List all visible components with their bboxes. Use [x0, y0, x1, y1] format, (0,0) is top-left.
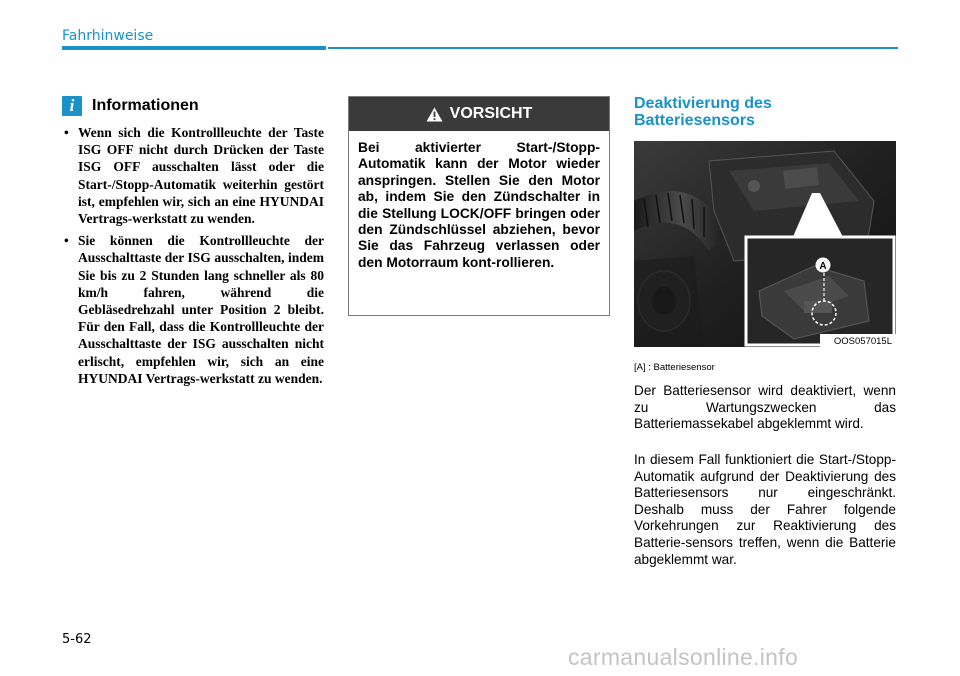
- info-icon: i: [62, 96, 82, 116]
- section-title: Fahrhinweise: [62, 28, 154, 44]
- info-heading: [62, 96, 199, 116]
- header-rule-thin: [328, 47, 898, 49]
- paragraph-2: In diesem Fall funktioniert die Start-/Stopp-Automatik aufgrund der Deaktivierung des Batteriesensors nur eingeschränkt. Deshalb muss der Fahrer folgende Vorkehrungen zur Reaktivierung des Batterie-sensors treffen, wenn die Batterie abgeklemmt war.: [634, 452, 896, 567]
- watermark: carmanualsonline.info: [568, 644, 799, 670]
- info-title: Informationen: [92, 97, 199, 114]
- image-caption: [A] : Batteriesensor: [634, 362, 715, 373]
- page-number: 5-62: [62, 632, 92, 647]
- callout-label-a: A: [819, 261, 827, 272]
- warning-triangle-icon: [426, 107, 443, 122]
- battery-sensor-title: Deaktivierung des Batteriesensors: [634, 95, 772, 129]
- caution-title: VORSICHT: [449, 105, 533, 122]
- caution-text: Bei aktivierter Start-/Stopp-Automatik kann der Motor wieder anspringen. Stellen Sie den Motor ab, indem Sie den Zündschalter in die Stellung LOCK/OFF bringen oder den Zündschlüssel abziehen, bevor Sie das Fahrzeug verlassen oder den Motorraum kont-rollieren.: [358, 140, 600, 270]
- paragraph-1: Der Batteriesensor wird deaktiviert, wenn zu Wartungszwecken das Batteriemassekabel abgeklemmt wird.: [634, 383, 896, 432]
- engine-bay-photo: [634, 141, 896, 347]
- caution-header: [349, 97, 609, 131]
- info-list: [62, 124, 324, 392]
- info-item: • Wenn sich die Kontrollleuchte der Taste ISG OFF nicht durch Drücken der Taste ISG OFF ausschalten lässt oder die Start-/Stopp-Automatik weiterhin gestört ist, empfehlen wir, sich an eine HYUNDAI Vertrags-werkstatt zu wenden.: [62, 124, 324, 227]
- caution-box: [348, 96, 610, 316]
- image-code: OOS057015L: [833, 336, 892, 347]
- header-rule-thick: [62, 46, 326, 50]
- info-item: • Sie können die Kontrollleuchte der Ausschalttaste der ISG ausschalten, indem Sie bis zu 2 Stunden lang schneller als 80 km/h fahren, während die Gebläsedrehzahl unter Position 2 bleibt. Für den Fall, dass die Kontrollleuchte der Ausschalttaste der ISG ausschalten nicht erlischt, empfehlen wir, sich an eine HYUNDAI Vertrags-werkstatt zu wenden.: [62, 232, 324, 387]
